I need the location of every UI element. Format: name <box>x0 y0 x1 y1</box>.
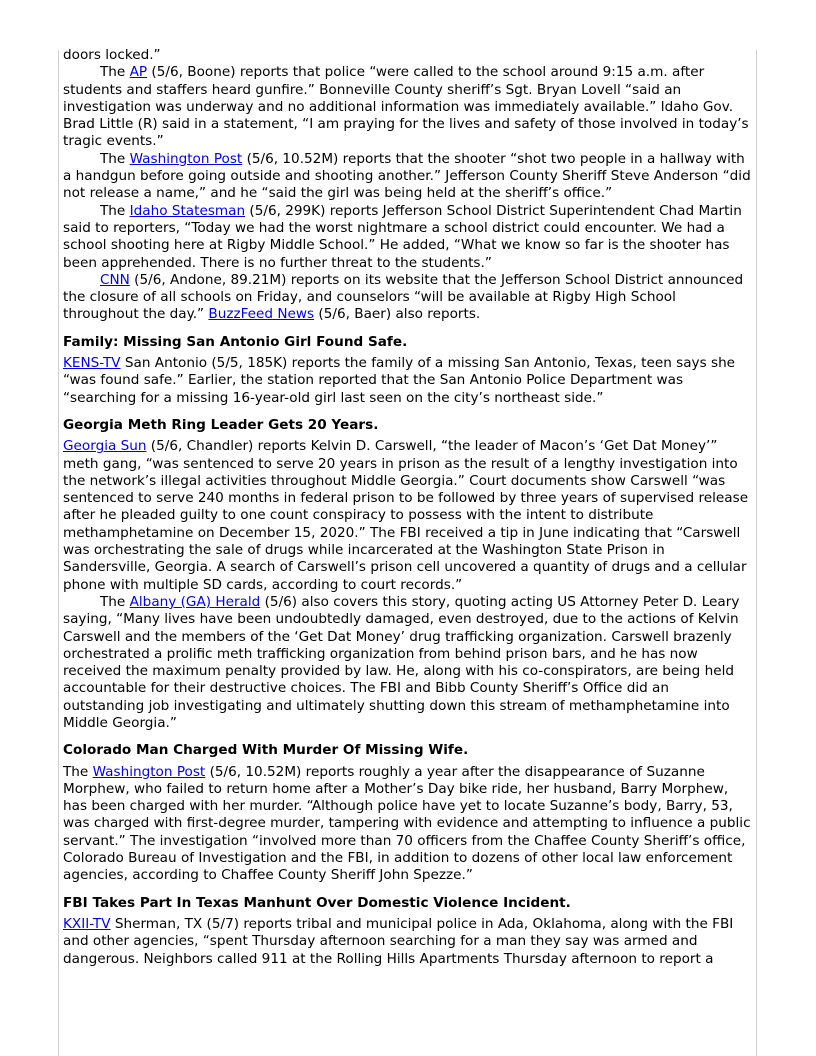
paragraph-text: (5/6, Chandler) reports Kelvin D. Carswell, “the leader of Macon’s ‘Get Dat Money’” meth gang, “was sentenced to serve 20 years in prison as the result of a lengthy investigation into the network’s illegal activities throughout Middle Georgia.” Court documents show Carswell “was sentenced to serve 240 months in federal prison to be followed by three years of supervised release after he pleaded guilty to one count conspiracy to possess with the intent to distribute methamphetamine on December 15, 2020.” The FBI received a tip in June indicating that “Carswell was orchestrating the sale of drugs while incarcerated at the Washington State Prison in Sandersville, Georgia. A search of Carswell’s prison cell uncovered a quantity of drugs and a cellular phone with multiple SD cards, according to court records.” <box>63 438 749 593</box>
left-margin-rule <box>58 50 59 1056</box>
paragraph <box>63 203 753 272</box>
paragraph-text: doors locked.” <box>63 47 161 63</box>
paragraph <box>63 764 753 885</box>
albany-herald-link[interactable]: Albany (GA) Herald <box>129 593 261 610</box>
cnn-link[interactable]: CNN <box>100 271 130 288</box>
paragraph-text: The <box>63 763 93 780</box>
section-heading: Colorado Man Charged With Murder Of Missing Wife. <box>63 742 469 759</box>
ap-link[interactable]: AP <box>129 64 148 81</box>
news-section <box>63 417 753 732</box>
paragraph-text: (5/6, 10.52M) reports roughly a year after the disappearance of Suzanne Morphew, who failed to return home after a Mother’s Day bike ride, her husband, Barry Morphew, has been charged with her murder. “Although police have yet to locate Suzanne’s body, Barry, 53, was charged with first-degree murder, tampering with evidence and attempting to influence a public servant.” The investigation “involved more than 70 officers from the Chaffee County Sheriff’s office, Colorado Bureau of Investigation and the FBI, in addition to dozens of other local law enforcement agencies, according to Chaffee County Sheriff John Spezze.” <box>63 763 751 884</box>
washington-post-link[interactable]: Washington Post <box>129 150 243 167</box>
paragraph-text: (5/6, 10.52M) reports that the shooter “shot two people in a hallway with a handgun before going outside and shooting another.” Jefferson County Sheriff Steve Anderson “did not release a name,” and he “said the girl was being held at the sheriff’s office.” <box>63 150 751 202</box>
section-heading: FBI Takes Part In Texas Manhunt Over Domestic Violence Incident. <box>63 894 571 911</box>
kxii-tv-link[interactable]: KXII-TV <box>63 915 111 932</box>
paragraph <box>63 916 753 968</box>
news-section <box>63 334 753 407</box>
idaho-statesman-link[interactable]: Idaho Statesman <box>129 202 246 219</box>
paragraph-text: (5/6, Baer) also reports. <box>314 306 481 323</box>
paragraph <box>63 151 753 203</box>
news-section <box>63 742 753 884</box>
georgia-sun-link[interactable]: Georgia Sun <box>63 438 147 455</box>
paragraph-text: (5/6) also covers this story, quoting acting US Attorney Peter D. Leary saying, “Many lives have been undoubtedly damaged, even destroyed, due to the actions of Kelvin Carswell and the members of the ‘Get Dat Money’ drug trafficking organization. Carswell brazenly orchestrated a prolific meth trafficking organization from behind prison bars, and he has now received the maximum penalty provided by law. He, along with his co-conspirators, are being held accountable for their destructive choices. The FBI and Bibb County Sheriff’s Office did an outstanding job investigating and ultimately shutting down this stream of methamphetamine into Middle Georgia.” <box>63 593 740 731</box>
paragraph-text: (5/6, 299K) reports Jefferson School District Superintendent Chad Martin said to reporters, “Today we had the worst nightmare a school district could encounter. We had a school shooting here at Rigby Middle School.” He added, “What we know so far is the shooter has been apprehended. There is no further threat to the students.” <box>63 202 742 271</box>
paragraph <box>63 355 753 407</box>
buzzfeed-news-link[interactable]: BuzzFeed News <box>208 306 315 323</box>
paragraph <box>63 64 753 150</box>
news-section <box>63 47 753 324</box>
paragraph-text: Sherman, TX (5/7) reports tribal and municipal police in Ada, Oklahoma, along with the FBI and other agencies, “spent Thursday afternoon searching for a man they say was armed and dangerous. Neighbors called 911 at the Rolling Hills Apartments Thursday afternoon to report a <box>63 915 734 967</box>
section-heading: Family: Missing San Antonio Girl Found Safe. <box>63 333 408 350</box>
paragraph-text: The <box>100 202 130 219</box>
paragraph-text: The <box>100 593 130 610</box>
news-section <box>63 895 753 968</box>
paragraph <box>63 272 753 324</box>
paragraph-text: (5/6, Boone) reports that police “were called to the school around 9:15 a.m. after students and staffers heard gunfire.” Bonneville County sheriff’s Sgt. Bryan Lovell “said an investigation was underway and no additional information was immediately available.” Idaho Gov. Brad Little (R) said in a statement, “I am praying for the lives and safety of those involved in today’s tragic events.” <box>63 64 749 150</box>
kens-tv-link[interactable]: KENS-TV <box>63 355 121 372</box>
paragraph <box>63 47 753 64</box>
paragraph <box>63 594 753 732</box>
paragraph-text: San Antonio (5/5, 185K) reports the family of a missing San Antonio, Texas, teen says she “was found safe.” Earlier, the station reported that the San Antonio Police Department was “searching for a missing 16-year-old girl last seen on the city’s northeast side.” <box>63 355 736 406</box>
washington-post-link[interactable]: Washington Post <box>92 763 206 780</box>
paragraph-text: The <box>100 64 130 81</box>
paragraph-text: The <box>100 150 130 167</box>
article-body <box>63 47 753 968</box>
paragraph-text: (5/6, Andone, 89.21M) reports on its website that the Jefferson School District announced the closure of all schools on Friday, and counselors “will be available at Rigby High School throughout the day.” <box>63 271 744 323</box>
section-heading: Georgia Meth Ring Leader Gets 20 Years. <box>63 416 379 433</box>
right-margin-rule <box>756 50 757 1056</box>
paragraph <box>63 438 753 594</box>
